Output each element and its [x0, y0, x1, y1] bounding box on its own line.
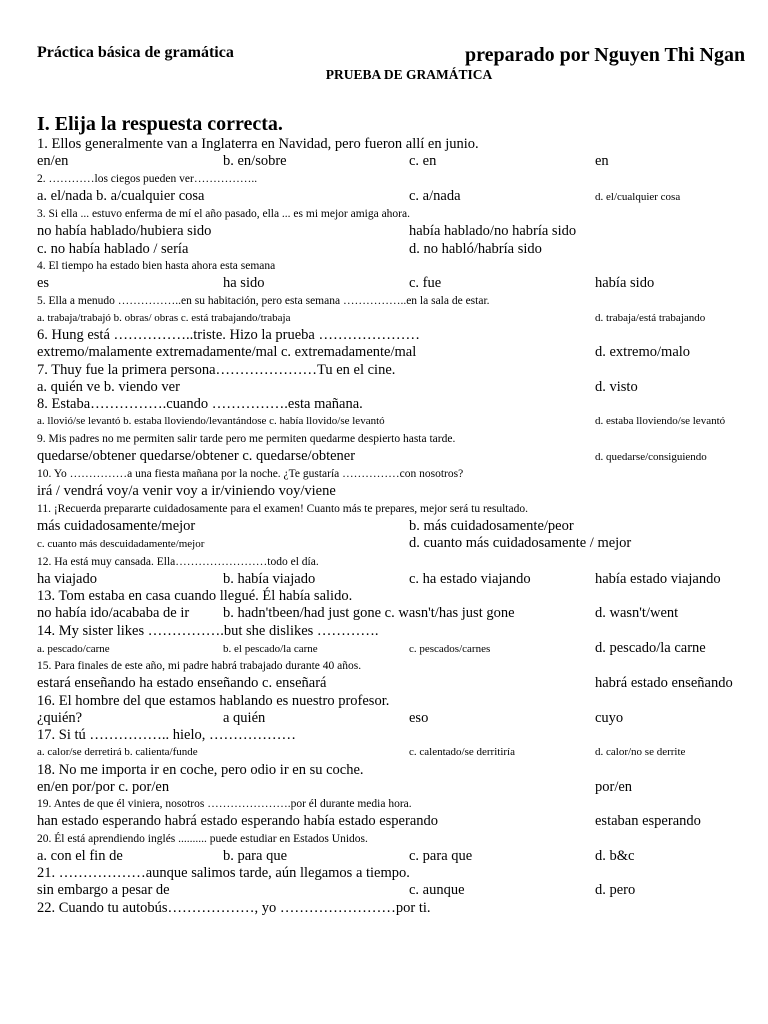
answer-option: a. el/nada b. a/cualquier cosa — [37, 187, 205, 204]
answer-option: d. pero — [595, 882, 636, 898]
question-text: 2. …………los ciegos pueden ver…………….. — [37, 172, 258, 185]
answer-option: en — [595, 153, 609, 169]
answer-option: sin embargo a pesar de — [37, 882, 170, 898]
answer-option: d. trabaja/está trabajando — [595, 311, 706, 324]
answer-options — [37, 275, 762, 293]
question-block — [37, 431, 762, 467]
answer-option: d. el/cualquier cosa — [595, 190, 681, 203]
answer-option: en/en por/por c. por/en — [37, 778, 170, 795]
question-text: 13. Tom estaba en casa cuando llegué. Él había salido. — [37, 588, 353, 604]
question-text: 5. Ella a menudo ……………..en su habitación, pero esta semana ……………..en la sala de estar. — [37, 294, 490, 307]
answer-option: cuyo — [595, 709, 624, 726]
answer-option: a. calor/se derretirá b. calienta/funde — [37, 746, 198, 758]
question-block — [37, 831, 762, 866]
answer-option: había sido — [595, 275, 655, 291]
question-block — [37, 396, 762, 431]
answer-options — [37, 813, 762, 831]
answer-option: eso — [409, 709, 429, 726]
answer-option: d. cuanto más cuidadosamente / mejor — [409, 535, 632, 551]
question-text: 17. Si tú …………….. hielo, ……………… — [37, 727, 296, 743]
answer-option: d. no habló/habría sido — [409, 240, 542, 257]
question-block — [37, 466, 762, 501]
answer-option: han estado esperando habrá estado esperando había estado esperando — [37, 813, 439, 829]
answer-option: en/en — [37, 153, 69, 169]
question-text: 8. Estaba…………….cuando …………….esta mañana. — [37, 396, 363, 412]
answer-options — [37, 448, 762, 467]
question-block — [37, 171, 762, 207]
answer-options — [37, 640, 762, 659]
answer-option: b. había viajado — [223, 570, 316, 587]
question-text: 6. Hung está ……………..triste. Hizo la prueba ………………… — [37, 327, 420, 343]
answer-option: más cuidadosamente/mejor — [37, 517, 196, 534]
question-block — [37, 206, 762, 258]
answer-option: c. a/nada — [409, 187, 461, 204]
answer-option: ¿quién? — [37, 709, 83, 726]
answer-option: b. hadn'tbeen/had just gone c. wasn't/has just gone — [223, 605, 515, 621]
answer-option: por/en — [595, 778, 633, 795]
answer-options — [37, 571, 762, 589]
answer-option: c. en — [409, 153, 437, 169]
question-text: 11. ¡Recuerda prepararte cuidadosamente para el examen! Cuanto más te prepares, mejor será tu resultado. — [37, 502, 528, 515]
answer-option: c. cuanto más descuidadamente/mejor — [37, 538, 205, 550]
question-block — [37, 900, 762, 917]
question-block — [37, 554, 762, 589]
document-title: PRUEBA DE GRAMÁTICA — [325, 67, 493, 82]
answer-option: a. trabaja/trabajó b. obras/ obras c. está trabajando/trabaja — [37, 311, 291, 324]
author-line: preparado por Nguyen Thi Ngan — [465, 44, 746, 66]
question-block — [37, 623, 762, 659]
answer-option: no había ido/acababa de ir — [37, 605, 190, 621]
answer-options — [37, 710, 762, 728]
answer-option: ha viajado — [37, 570, 97, 587]
answer-option: c. ha estado viajando — [409, 570, 531, 587]
question-block — [37, 293, 762, 328]
answer-option: no había hablado/hubiera sido — [37, 223, 212, 239]
question-block — [37, 727, 762, 762]
answer-options — [37, 882, 762, 900]
answer-option: estaban esperando — [595, 813, 701, 829]
answer-options — [37, 848, 762, 866]
answer-option: d. pescado/la carne — [595, 639, 706, 656]
question-list — [37, 136, 762, 917]
question-block — [37, 327, 762, 362]
question-text: 19. Antes de que él viniera, nosotros ………………….por él durante media hora. — [37, 798, 412, 810]
answer-options — [37, 675, 762, 693]
answer-option: b. más cuidadosamente/peor — [409, 517, 574, 534]
answer-options — [37, 483, 762, 501]
answer-option: d. b&c — [595, 847, 635, 864]
answer-option: quedarse/obtener quedarse/obtener c. quedarse/obtener — [37, 447, 356, 464]
answer-option: c. calentado/se derritiría — [409, 746, 515, 758]
answer-option: extremo/malamente extremadamente/mal c. extremadamente/mal — [37, 344, 417, 360]
answer-option: ha sido — [223, 275, 265, 291]
answer-options — [37, 518, 762, 536]
answer-option: c. fue — [409, 275, 442, 291]
answer-option: d. wasn't/went — [595, 605, 679, 621]
question-text: 18. No me importa ir en coche, pero odio ir en su coche. — [37, 761, 364, 778]
answer-options — [37, 344, 762, 362]
question-text: 12. Ha está muy cansada. Ella……………………todo el día. — [37, 555, 319, 568]
question-text: 9. Mis padres no me permiten salir tarde pero me permiten quedarme despierto hasta tarde. — [37, 432, 456, 445]
question-text: 15. Para finales de este año, mi padre habrá trabajado durante 40 años. — [37, 660, 362, 672]
answer-option: d. calor/no se derrite — [595, 746, 686, 758]
question-block — [37, 658, 762, 693]
answer-options — [37, 535, 762, 554]
answer-option: estará enseñando ha estado enseñando c. enseñará — [37, 675, 327, 691]
question-text: 20. Él está aprendiendo inglés .......... puede estudiar en Estados Unidos. — [37, 832, 368, 845]
answer-options — [37, 605, 762, 623]
answer-option: a. quién ve b. viendo ver — [37, 378, 180, 395]
question-block — [37, 501, 762, 554]
question-text: 7. Thuy fue la primera persona…………………Tu en el cine. — [37, 361, 396, 378]
answer-options — [37, 379, 762, 397]
answer-options — [37, 223, 762, 241]
answer-option: b. el pescado/la carne — [223, 642, 318, 655]
question-text: 4. El tiempo ha estado bien hasta ahora esta semana — [37, 260, 276, 272]
answer-option: a. pescado/carne — [37, 642, 110, 655]
answer-options — [37, 310, 762, 328]
answer-option: c. no había hablado / sería — [37, 240, 189, 257]
answer-option: c. pescados/carnes — [409, 642, 491, 655]
question-text: 22. Cuando tu autobús………………, yo ……………………por ti. — [37, 899, 431, 916]
answer-option: d. visto — [595, 378, 638, 395]
answer-option: b. en/sobre — [223, 153, 287, 169]
answer-option: c. para que — [409, 847, 473, 864]
question-block — [37, 865, 762, 900]
question-block — [37, 136, 762, 171]
answer-options — [37, 744, 762, 762]
answer-option: d. quedarse/consiguiendo — [595, 450, 707, 463]
question-text: 3. Si ella ... estuvo enferma de mí el año pasado, ella ... es mi mejor amiga ahora. — [37, 208, 410, 220]
answer-option: había hablado/no habría sido — [409, 223, 577, 239]
document-subject: Práctica básica de gramática — [37, 44, 234, 61]
answer-option: c. aunque — [409, 882, 465, 898]
question-block — [37, 762, 762, 797]
question-block — [37, 362, 762, 397]
question-text: 16. El hombre del que estamos hablando es nuestro profesor. — [37, 692, 390, 709]
answer-option: a. llovió/se levantó b. estaba lloviendo/levantándose c. había llovido/se levantó — [37, 415, 385, 427]
question-text: 1. Ellos generalmente van a Inglaterra en Navidad, pero fueron allí en junio. — [37, 136, 479, 152]
answer-option: a quién — [223, 709, 266, 726]
answer-options — [37, 779, 762, 797]
question-block — [37, 796, 762, 831]
answer-option: había estado viajando — [595, 570, 721, 587]
answer-option: d. estaba lloviendo/se levantó — [595, 415, 726, 427]
question-text: 14. My sister likes …………….but she dislikes …………. — [37, 622, 379, 639]
answer-options — [37, 188, 762, 207]
question-block — [37, 258, 762, 293]
answer-option: irá / vendrá voy/a venir voy a ir/viniendo voy/viene — [37, 483, 336, 499]
answer-options — [37, 153, 762, 171]
question-text: 21. ………………aunque salimos tarde, aún llegamos a tiempo. — [37, 865, 410, 881]
answer-option: a. con el fin de — [37, 847, 123, 864]
answer-options — [37, 241, 762, 259]
answer-option: d. extremo/malo — [595, 344, 691, 360]
answer-options — [37, 413, 762, 431]
answer-option: es — [37, 275, 50, 291]
question-block — [37, 588, 762, 623]
section-title: I. Elija la respuesta correcta. — [37, 113, 283, 135]
answer-option: b. para que — [223, 847, 288, 864]
question-text: 10. Yo ……………a una fiesta mañana por la noche. ¿Te gustaría ……………con nosotros? — [37, 468, 464, 480]
question-block — [37, 693, 762, 728]
answer-option: habrá estado enseñando — [595, 675, 733, 691]
